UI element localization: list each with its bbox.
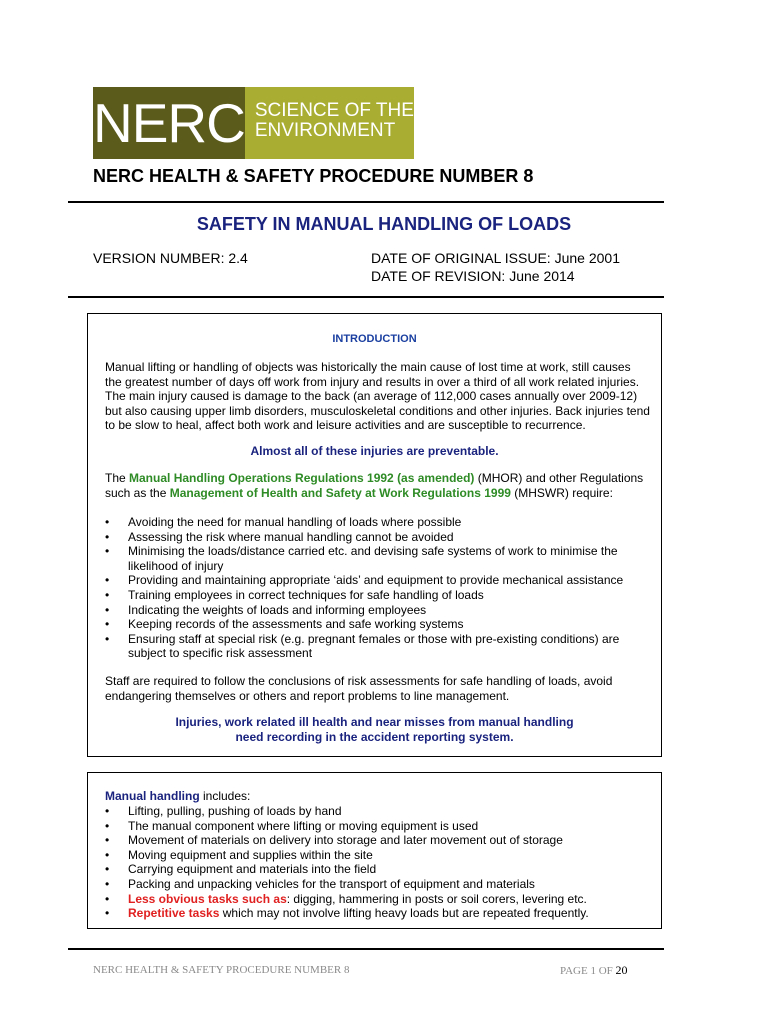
logo-nerc-text: NERC [93,87,245,159]
list-item: • Less obvious tasks such as: digging, hammering in posts or soil corers, levering etc. [105,891,587,906]
nerc-logo [93,87,414,159]
bullet-icon: • [105,833,110,848]
bullet-icon: • [105,631,110,646]
bullet-icon: • [105,876,110,891]
list-item: • Indicating the weights of loads and informing employees [105,602,427,617]
regulations-text-the: The [105,471,130,485]
introduction-box [87,313,662,757]
list-item: • Avoiding the need for manual handling of loads where possible [105,515,462,529]
bullet-icon: • [105,818,110,833]
bullet-icon: • [105,847,110,862]
logo-tagline-line2: ENVIRONMENT [254,120,396,141]
repetitive-label: Repetitive tasks [128,906,220,921]
footer-procedure-title: NERC HEALTH & SAFETY PROCEDURE NUMBER 8 [93,964,350,976]
introduction-heading: INTRODUCTION [332,333,417,345]
document-title: SAFETY IN MANUAL HANDLING OF LOADS [196,214,572,234]
bullet-icon: • [105,804,110,818]
list-item: • Assessing the risk where manual handling cannot be avoided [105,529,454,544]
introduction-paragraph: Manual lifting or handling of objects was historically the main cause of lost time at work, still causes the greatest number of days off work from injury and results in over a third of all work related injuries. The main injury caused is damage to the back (an average of 112,000 cases annually over 2009-12) but also causing upper limb disorders, musculoskeletal conditions and other injuries. Back injuries tend to be slow to heal, affect both work and leisure activities and are susceptible to recurrence. [105,360,650,433]
list-item: • Repetitive tasks which may not involve lifting heavy loads but are repeated frequently. [105,906,589,921]
manual-handling-label-rest: includes: [199,789,251,803]
list-item: • Carrying equipment and materials into the field [105,862,377,877]
bullet-icon: • [105,544,110,559]
page-total: 20 [615,963,628,977]
original-issue-date: DATE OF ORIGINAL ISSUE: June 2001 [371,250,620,266]
bullet-icon: • [105,587,110,602]
list-item: • Ensuring staff at special risk (e.g. pregnant females or those with pre-existing conditions) are subject to specific risk assessment [105,631,620,661]
logo-tagline [245,87,414,159]
list-item: • The manual component where lifting or moving equipment is used [105,818,479,833]
regulations-text-end: (MHSWR) require: [510,485,613,500]
header-rule-bottom [68,296,664,298]
manual-handling-list [105,804,650,921]
less-obvious-label: Less obvious tasks such as [128,891,287,906]
procedure-title: NERC HEALTH & SAFETY PROCEDURE NUMBER 8 [93,166,534,186]
bullet-icon: • [105,529,110,544]
bullet-icon: • [105,906,110,921]
bullet-icon: • [105,617,110,632]
manual-handling-heading [105,789,650,804]
version-number: VERSION NUMBER: 2.4 [93,250,248,266]
list-item: • Training employees in correct techniques for safe handling of loads [105,587,484,602]
regulations-paragraph [105,471,650,500]
preventable-statement: Almost all of these injuries are preventable. [250,444,499,458]
list-item: • Providing and maintaining appropriate ‘aids’ and equipment to provide mechanical assistance [105,573,624,588]
page-number [560,963,628,978]
logo-tagline-line1: SCIENCE OF THE [254,100,414,121]
footer-rule [68,948,664,950]
list-item: • Movement of materials on delivery into storage and later movement out of storage [105,833,563,848]
regulations-text-mid: (MHOR) and other Regulations such as the [105,471,644,500]
bullet-icon: • [105,891,110,906]
bullet-icon: • [105,515,110,529]
manual-handling-box [87,772,662,929]
bullet-icon: • [105,602,110,617]
bullet-icon: • [105,573,110,588]
requirements-list [105,515,650,661]
manual-handling-label: Manual handling [105,789,200,803]
list-item: • Keeping records of the assessments and safe working systems [105,617,464,632]
page-label: PAGE 1 OF [560,965,616,977]
mhswr-regulation: Management of Health and Safety at Work Regulations 1999 [169,485,511,500]
list-item: • Packing and unpacking vehicles for the transport of equipment and materials [105,876,535,891]
recording-line-2: need recording in the accident reporting system. [235,729,514,744]
mhor-regulation: Manual Handling Operations Regulations 1992 (as amended) [129,471,475,485]
recording-statement [88,715,661,744]
revision-date: DATE OF REVISION: June 2014 [371,268,575,284]
header-rule-top [68,201,664,203]
bullet-icon: • [105,862,110,877]
list-item: • Moving equipment and supplies within the site [105,847,373,862]
list-item: • Lifting, pulling, pushing of loads by hand [105,804,342,818]
list-item: • Minimising the loads/distance carried etc. and devising safe systems of work to minimise the likelihood of injury [105,544,618,573]
staff-paragraph: Staff are required to follow the conclusions of risk assessments for safe handling of loads, avoid endangering themselves or others and report problems to line management. [105,674,613,703]
recording-line-1: Injuries, work related ill health and near misses from manual handling [175,715,574,729]
